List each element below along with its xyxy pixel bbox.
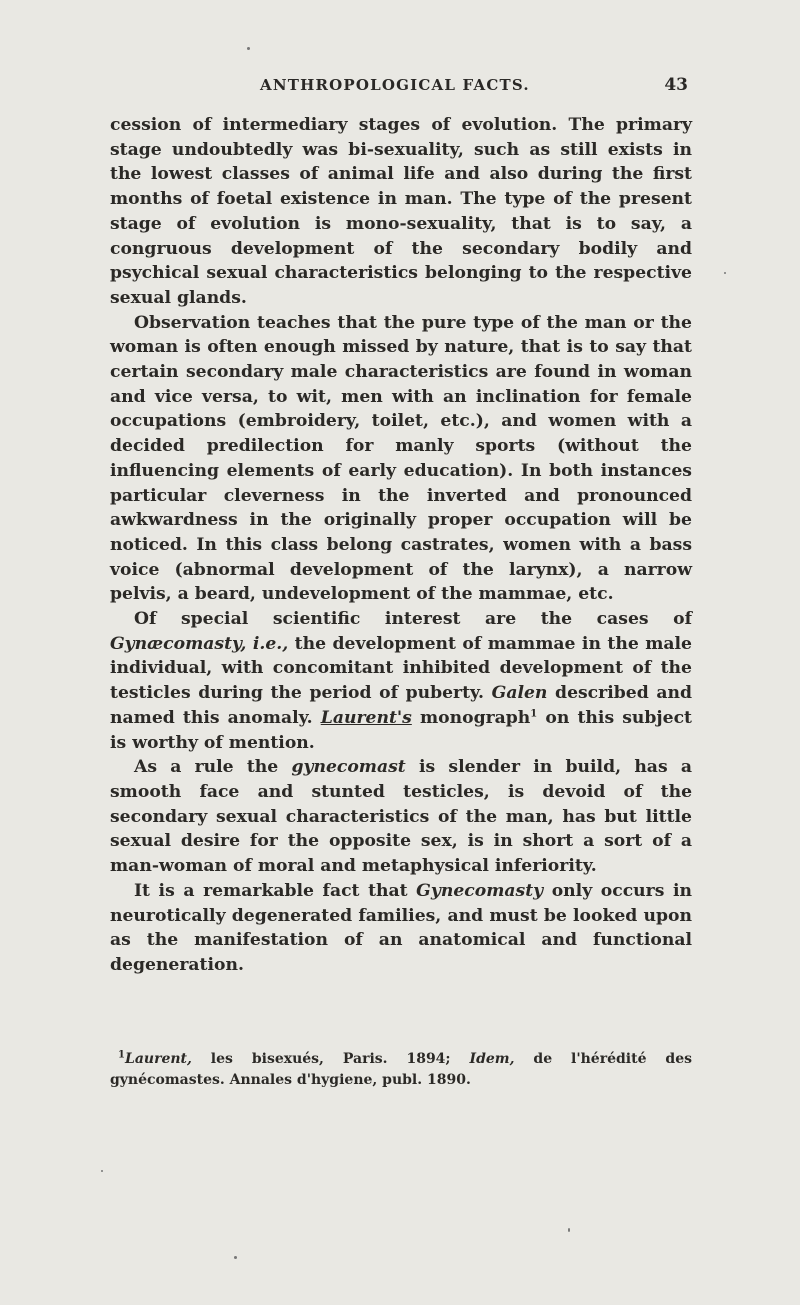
paragraph-1 [110,113,692,311]
footnote-text: de l'hérédité des gynécomastes. Annales d'hygiene, publ. 1890. [110,1051,692,1088]
paragraph-3 [110,607,692,755]
paragraph-text: the development of mammae in the male individual, with concomitant inhibited development of the testicles during the period of puberty. [110,633,692,704]
footnote [110,1049,692,1091]
paragraph-text: only occurs in neurotically degenerated families, and must be looked upon as the manifestation of an anatomical and functional degeneration. [110,880,692,975]
page-number: 43 [664,75,688,95]
print-speck [724,272,726,274]
paragraph-text: is slender in build, has a smooth face and stunted testicles, is devoid of the secondary sexual characteristics of the man, has but little sexual desire for the opposite sex, is in short a sort of a man-woman of moral and metaphysical inferiority. [110,757,692,877]
paragraph-text: Observation teaches that the pure type of the man or the woman is often enough missed by nature, that is to say that certain secondary male characteristics are found in woman and vice versa, to wit, men with an inclination for female occupations (embroidery, toilet, etc.), and women with a decided predilection for manly sports (without the influencing elements of early education). In both instances particular cleverness in the inverted and pronounced awkwardness in the originally proper occupation will be noticed. In this class belong castrates, women with a bass voice (abnormal development of the larynx), a narrow pelvis, a beard, undevelopment of the mammae, etc. [110,312,692,605]
paragraph-text: on this subject is worthy of mention. [110,707,692,753]
paragraph-text: As a rule the [134,757,292,778]
italic-term-gynecomast: gynecomast [291,757,406,778]
footnote-mark: 1 [118,1049,125,1061]
print-speck [568,1228,570,1232]
body-text [110,113,692,978]
paragraph-text: described and named this anomaly. [110,683,692,728]
print-speck [234,1256,237,1259]
paragraph-2 [110,311,692,607]
footnote-reference: 1 [530,708,538,720]
running-head [110,76,690,100]
paragraph-text: It is a remarkable fact that [134,880,417,901]
paragraph-text: monograph [411,707,531,728]
italic-term-gynaecomasty: Gynæcomasty, i.e., [110,633,289,654]
print-speck [101,1170,103,1172]
italic-name-laurent: Laurent's [320,707,412,728]
paragraph-text: Of special scientific interest are the cases of [134,609,692,630]
paragraph-4 [110,755,692,879]
paragraph-5 [110,879,692,978]
footnote-text: les bisexués, Paris. 1894; [191,1051,470,1067]
footnote-author: Laurent, [124,1051,192,1067]
running-head-title: ANTHROPOLOGICAL FACTS. [260,76,530,94]
print-speck [247,47,250,50]
italic-term-gynecomasty: Gynecomasty [416,880,544,901]
italic-name-galen: Galen [491,683,548,704]
footnote-idem: Idem, [469,1051,515,1067]
paragraph-text: cession of intermediary stages of evolution. The primary stage undoubtedly was bi-sexuality, such as still exists in the lowest classes of animal life and also during the first months of foetal existence in man. The type of the present stage of evolution is mono-sexuality, that is to say, a congruous development of the secondary bodily and psychical sexual characteristics belonging to the respective sexual glands. [110,115,692,308]
